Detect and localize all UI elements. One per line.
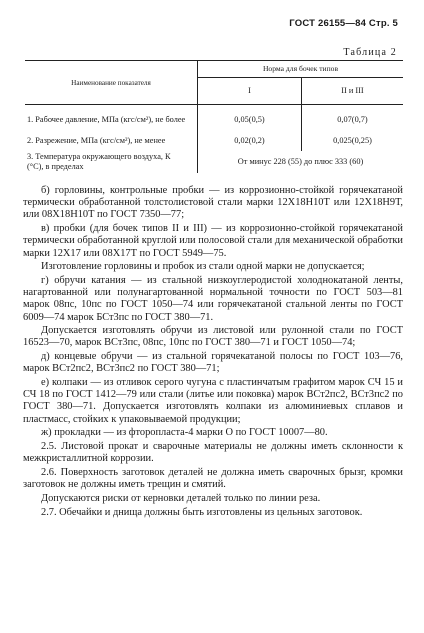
page-header: ГОСТ 26155—84 Стр. 5	[289, 18, 398, 29]
column-header-type-2-3: II и III	[302, 78, 404, 105]
column-header-norm: Норма для бочек типов	[198, 61, 404, 78]
row-value-type-1: 0,02(0,2)	[198, 131, 302, 151]
paragraph: Допускается изготовлять обручи из листовой или рулонной стали по ГОСТ 16523—70, марок ВСт3пс, 08пс, 10пс по ГОСТ 380—71 и ГОСТ 1050—74;	[23, 325, 403, 349]
row-value-type-1: 0,05(0,5)	[198, 105, 302, 132]
paragraph-v: в) пробки (для бочек типов II и III) — из коррозионно-стойкой горячекатаной термически обработанной круглой или полосовой стали для механической обработки марки 12Х17 или 08Х17Т по ГОСТ 5949—75.	[23, 223, 403, 259]
paragraph-d: д) концевые обручи — из стальной горячекатаной полосы по ГОСТ 103—76, марок ВСт2пс2, ВСт3пс2 по ГОСТ 380—71;	[23, 351, 403, 375]
row-value-type-2-3: 0,07(0,7)	[337, 115, 368, 124]
row-value-type-2-3: 0,025(0,25)	[333, 136, 372, 145]
row-name: 1. Рабочее давление, МПа (кгс/см²), не более	[25, 105, 198, 132]
paragraph-zh: ж) прокладки — из фторопласта-4 марки О по ГОСТ 10007—80.	[41, 427, 328, 439]
table-row	[25, 105, 403, 132]
clause-2-5: 2.5. Листовой прокат и сварочные материалы не должны иметь склонности к межкристаллитной коррозии.	[23, 441, 403, 465]
paragraph-g: г) обручи катания — из стальной низкоуглеродистой холоднокатаной ленты, нагартованной или полунагартованной нормальной точности по ГОСТ 503—81 марок 08пс, 10пс по ГОСТ 1050—74 или горячекатаной стальной ленты по ГОСТ 6009—74 марок БСт3пс по ГОСТ 380—71.	[23, 274, 403, 323]
row-value-range: От минус 228 (55) до плюс 333 (60)	[237, 157, 364, 166]
paragraph-e: е) колпаки — из отливок серого чугуна с пластинчатым графитом марок СЧ 15 и СЧ 18 по ГОСТ 1412—79 или стали (литье или поковка) марок ВСт2пс2, ВСт3пс2 по ГОСТ 380—71. Допускается изготовлять колпаки из алюминиевых сплавов и пластмасс, стойких к упаковываемой продукции;	[23, 377, 403, 425]
table-row	[25, 151, 403, 173]
norms-table	[25, 60, 403, 173]
table-row	[25, 131, 403, 151]
column-header-type-1: I	[198, 78, 302, 105]
table-title: Таблица 2	[343, 47, 397, 58]
paragraph: Изготовление горловины и пробок из стали одной марки не допускается;	[41, 261, 365, 273]
body-text	[23, 185, 403, 520]
paragraph-b: б) горловины, контрольные пробки — из коррозионно-стойкой горячекатаной термически обработанной толстолистовой стали марки 12Х18Н10Т или 12Х18Н9Т, или 08Х18Н10Т по ГОСТ 7350—77;	[23, 185, 403, 221]
clause-2-6: 2.6. Поверхность заготовок деталей не должна иметь сварочных брызг, кромки заготовок не должны иметь трещин и смятий.	[23, 466, 403, 491]
row-name: 3. Температура окружающего воздуха, К (°С), в пределах	[25, 151, 198, 173]
column-header-name: Наименование показателя	[25, 61, 198, 105]
clause-2-7: 2.7. Обечайки и днища должны быть изготовлены из цельных заготовок.	[41, 506, 363, 518]
paragraph: Допускаются риски от керновки деталей только по линии реза.	[41, 492, 321, 504]
row-name: 2. Разрежение, МПа (кгс/см²), не менее	[25, 131, 198, 151]
